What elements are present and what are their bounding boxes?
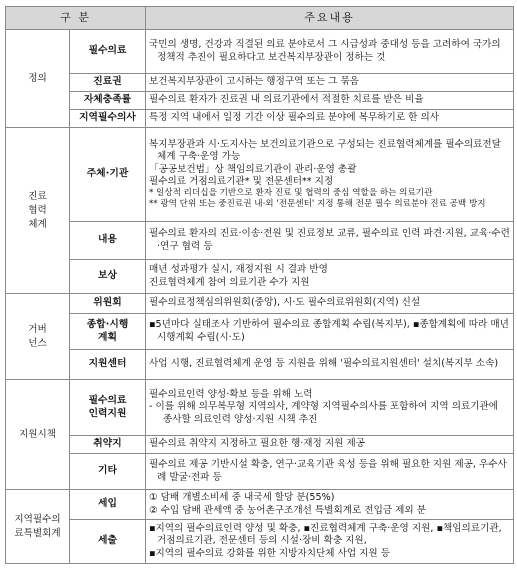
table-header-row (6, 7, 514, 30)
subcategory-label: 필수의료 인력지원 (70, 380, 146, 436)
subcategory-label: 진료권 (70, 74, 146, 92)
table-row (6, 294, 514, 314)
table-row (6, 350, 514, 380)
content-line: 필수의료인력 양성·확보 등을 위해 노력 (149, 389, 313, 401)
content-line: 필수의료 환자가 진료권 내 의료기관에서 적절한 치료를 받은 비율 (149, 94, 424, 106)
table-row (6, 30, 514, 74)
table-body (6, 30, 514, 564)
content-line: ▪지역의 필수의료인력 양성 및 확충, ▪진료협력체계 구축·운영 지원, ▪책임의료기관, 거점의료기관, 전문센터 등의 시설·장비 확충 지원, (149, 523, 502, 547)
policy-table (5, 6, 514, 564)
subcategory-label: 세출 (70, 520, 146, 564)
content-line: 복지부장관과 시·도지사는 보건의료기관으로 구성되는 진료협력체계를 필수의료전달체계 구축·운영 가능 (149, 139, 501, 163)
table-row (6, 222, 514, 260)
content-line: 필수의료 거점의료기관* 및 전문센터** 지정 (149, 175, 334, 187)
table-row (6, 454, 514, 490)
table-row (6, 128, 514, 222)
content-line: 매년 성과평가 실시, 재정지원 시 결과 반영 (149, 264, 328, 276)
content-cell (146, 30, 514, 74)
content-line: ① 담배 개별소비세 중 내국세 할당 분(55%) (149, 492, 335, 504)
content-line: 「공공보건법」상 책임의료기관이 관리·운영 총괄 (149, 163, 357, 175)
content-cell (146, 490, 514, 520)
table-row (6, 380, 514, 436)
subcategory-label: 지원센터 (70, 350, 146, 380)
content-line: * 일상적 리더십을 기반으로 환자 진료 및 협력의 중심 역할을 하는 의료기관 (149, 187, 433, 198)
content-cell (146, 222, 514, 260)
subcategory-label: 취약지 (70, 436, 146, 454)
table-row (6, 110, 514, 128)
content-cell (146, 128, 514, 222)
subcategory-label: 위원회 (70, 294, 146, 314)
content-line: - 이를 위해 의무복무형 지역의사, 계약형 지역필수의사를 포함하여 지역 의료기관에 종사할 의료인력 양성·지원 시책 추진 (149, 401, 499, 425)
content-line: 특정 지역 내에서 일정 기간 이상 필수의료 분야에 복무하기로 한 의사 (149, 112, 439, 124)
group-label: 지역필수의 료특별회계 (6, 490, 70, 564)
group-label: 진료 협력 체계 (6, 128, 70, 294)
subcategory-label: 기타 (70, 454, 146, 490)
content-line: ▪지역의 필수의료 강화를 위한 지방자치단체 사업 지원 등 (149, 547, 391, 559)
content-cell (146, 260, 514, 294)
content-line: 보건복지부장관이 고시하는 행정구역 또는 그 묶음 (149, 76, 359, 88)
content-line: 사업 시행, 진료협력체계 운영 등 지원을 위해 '필수의료지원센터' 설치(복지부 소속) (149, 358, 499, 370)
table-row (6, 74, 514, 92)
content-cell (146, 314, 514, 350)
content-line: 필수의료 제공 기반시설 확충, 연구·교육기관 육성 등을 위해 필요한 지원 제공, 우수사례 발굴·전파 등 (149, 459, 507, 483)
content-cell (146, 92, 514, 110)
group-label: 거버 넌스 (6, 294, 70, 380)
content-cell (146, 436, 514, 454)
table-row (6, 92, 514, 110)
content-cell (146, 454, 514, 490)
subcategory-label: 종합·시행 계획 (70, 314, 146, 350)
content-line: ▪5년마다 실태조사 기반하여 필수의료 종합계획 수립(복지부), ▪종합계획에 따라 매년 시행계획 수립(시·도) (149, 319, 509, 343)
subcategory-label: 내용 (70, 222, 146, 260)
subcategory-label: 주체·기관 (70, 128, 146, 222)
group-label: 정의 (6, 30, 70, 128)
content-cell (146, 380, 514, 436)
content-line: 필수의료 취약지 지정하고 필요한 행·재정 지원 제공 (149, 438, 365, 450)
content-cell (146, 110, 514, 128)
subcategory-label: 지역필수의사 (70, 110, 146, 128)
content-line: 필수의료정책심의위원회(중앙), 시·도 필수의료위원회(지역) 신설 (149, 297, 421, 309)
table-row (6, 260, 514, 294)
group-label: 지원시책 (6, 380, 70, 490)
table-row (6, 520, 514, 564)
content-line: 국민의 생명, 건강과 직결된 의료 분야로서 그 시급성과 중대성 등을 고려하여 국가의 정책적 추진이 필요하다고 보건복지부장관이 정하는 것 (149, 39, 501, 63)
table-row (6, 314, 514, 350)
content-line: ② 수입 담배 관세액 중 농어촌구조개선 특별회계로 전입금 제외 분 (149, 504, 427, 516)
content-cell (146, 294, 514, 314)
content-cell (146, 350, 514, 380)
content-line: 필수의료 환자의 진료·이송·전원 및 진료정보 교류, 필수의료 인력 파견·지원, 교육·수련·연구 협력 등 (149, 228, 510, 252)
table-row (6, 436, 514, 454)
header-content: 주요내용 (146, 7, 514, 30)
subcategory-label: 보상 (70, 260, 146, 294)
header-category: 구 분 (6, 7, 146, 30)
table-row (6, 490, 514, 520)
content-line: ** 광역 단위 또는 중진료권 내·외 '전문센터' 지정 통해 전문 필수 의료분야 진료 공백 방지 (149, 198, 486, 209)
subcategory-label: 세입 (70, 490, 146, 520)
subcategory-label: 자체충족률 (70, 92, 146, 110)
subcategory-label: 필수의료 (70, 30, 146, 74)
content-line: 진료협력체계 참여 의료기관 수가 지원 (149, 276, 310, 288)
content-cell (146, 74, 514, 92)
content-cell (146, 520, 514, 564)
